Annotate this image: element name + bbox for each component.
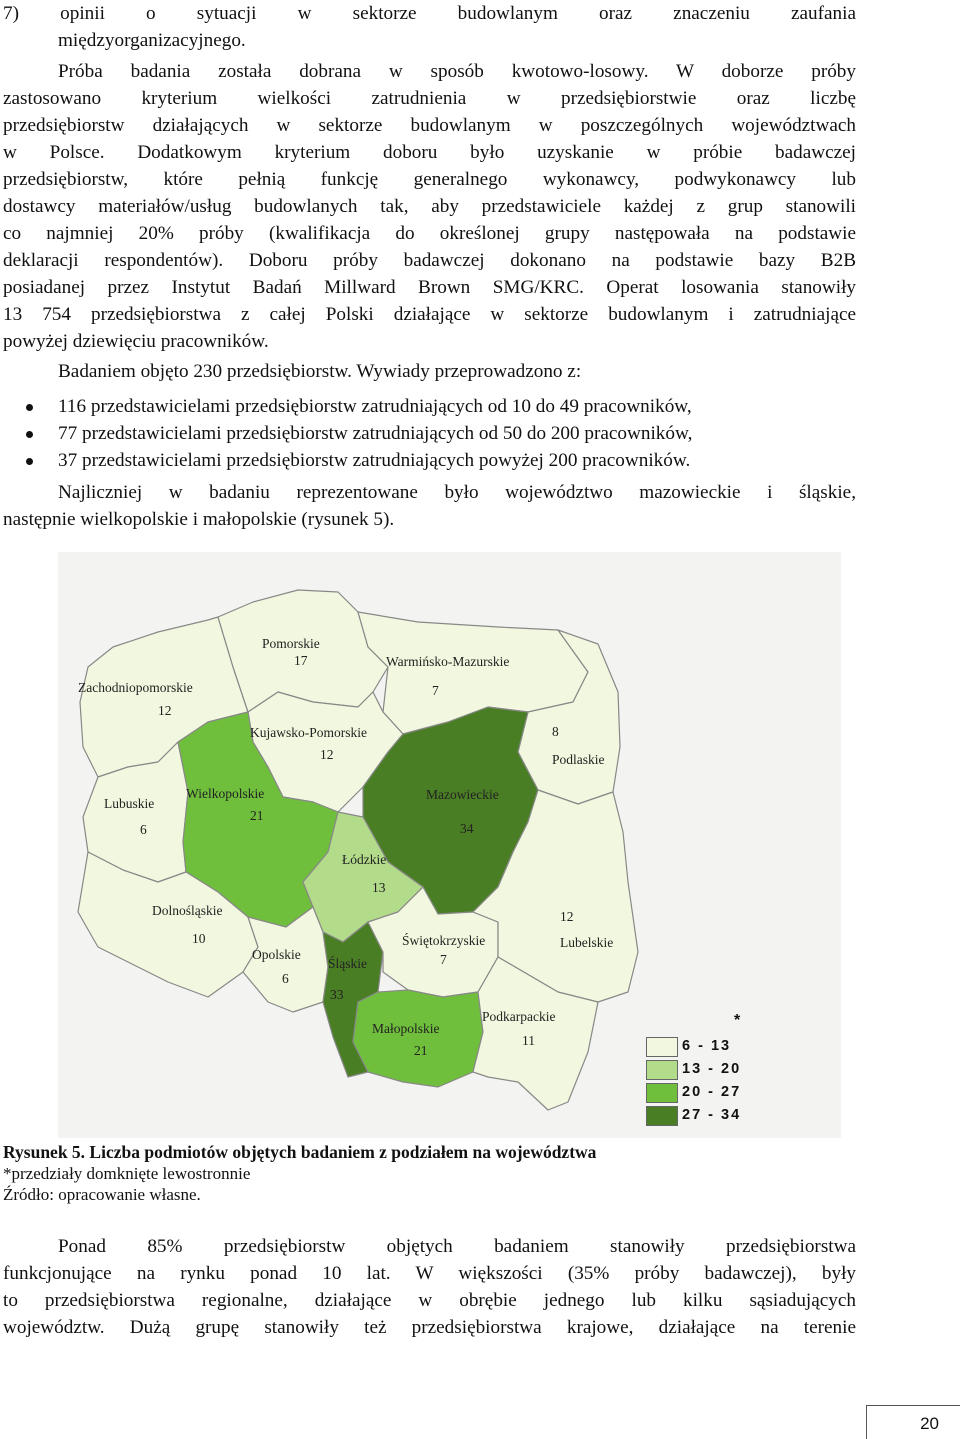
text-line: Próba badania została dobrana w sposób kwotowo-losowy. W doborze próby — [58, 61, 856, 82]
list-item-text: 77 przedstawicielami przedsiębiorstw zatrudniających od 50 do 200 pracowników, — [58, 423, 693, 444]
list-item — [0, 447, 860, 474]
value-malopolskie: 21 — [414, 1043, 428, 1058]
value-wielkopolskie: 21 — [250, 808, 264, 823]
text-line: w Polsce. Dodatkowym kryterium doboru było uzyskanie w próbie badawczej — [3, 142, 856, 163]
label-opolskie: Opolskie — [252, 947, 301, 962]
figure-source: Źródło: opracowanie własne. — [3, 1185, 201, 1204]
legend-swatch — [646, 1083, 678, 1103]
value-opolskie: 6 — [282, 971, 289, 986]
paragraph-market-tenure — [3, 1233, 856, 1341]
value-swietokrzyskie: 7 — [440, 952, 447, 967]
text-line: następnie wielkopolskie i małopolskie (rysunek 5). — [3, 509, 395, 530]
label-slaskie: Śląskie — [328, 956, 367, 971]
text-line: zastosowano kryterium wielkości zatrudnienia w przedsiębiorstwie oraz liczbę — [3, 88, 856, 109]
intro-line-1: 7) opinii o sytuacji w sektorze budowlanym oraz znaczeniu zaufania — [3, 3, 856, 24]
text-line: przedsiębiorstw działających w sektorze budowlanym w poszczególnych województwach — [3, 115, 856, 136]
region-malopolskie — [353, 990, 483, 1087]
legend-asterisk: * — [734, 1012, 741, 1029]
value-lodzkie: 13 — [372, 880, 386, 895]
value-lubelskie: 12 — [560, 909, 574, 924]
legend-swatch — [646, 1106, 678, 1126]
text-line: Ponad 85% przedsiębiorstw objętych badaniem stanowiły przedsiębiorstwa — [58, 1236, 856, 1257]
map-legend — [646, 1012, 836, 1132]
value-podkarpackie: 11 — [522, 1033, 535, 1048]
value-dolnoslaskie: 10 — [192, 931, 206, 946]
value-zachodniopomorskie: 12 — [158, 703, 172, 718]
legend-label: 20 - 27 — [682, 1084, 742, 1100]
text-line: deklaracji respondentów). Doboru próby badawczej dokonano na podstawie bazy B2B — [3, 250, 856, 271]
legend-swatch — [646, 1060, 678, 1080]
label-malopolskie: Małopolskie — [372, 1021, 440, 1036]
value-kujawsko-pomorskie: 12 — [320, 747, 334, 762]
text-line: posiadanej przez Instytut Badań Millward Brown SMG/KRC. Operat losowania stanowiły — [3, 277, 856, 298]
text-line: funkcjonujące na rynku ponad 10 lat. W większości (35% próby badawczej), były — [3, 1263, 856, 1284]
label-lubuskie: Lubuskie — [104, 796, 155, 811]
label-podlaskie: Podlaskie — [552, 752, 605, 767]
legend-label: 6 - 13 — [682, 1038, 732, 1054]
value-mazowieckie: 34 — [460, 821, 474, 836]
list-item-text: 37 przedstawicielami przedsiębiorstw zatrudniających powyżej 200 pracowników. — [58, 450, 691, 471]
bullet-icon — [26, 404, 33, 411]
intro-line-2: międzyorganizacyjnego. — [58, 30, 246, 51]
label-warminsko-mazurskie: Warmińsko-Mazurskie — [386, 654, 510, 669]
list-item — [0, 393, 860, 420]
legend-label: 27 - 34 — [682, 1107, 742, 1123]
label-zachodniopomorskie: Zachodniopomorskie — [78, 680, 193, 695]
label-lubelskie: Lubelskie — [560, 935, 614, 950]
list-item-7 — [3, 0, 856, 54]
interview-bullet-list — [0, 393, 860, 474]
label-kujawsko-pomorskie: Kujawsko-Pomorskie — [250, 725, 367, 740]
text-line: co najmniej 20% próby (kwalifikacja do określonej grupy następowała na podstawie — [3, 223, 856, 244]
list-item-text: 116 przedstawicielami przedsiębiorstw zatrudniających od 10 do 49 pracowników, — [58, 396, 692, 417]
label-podkarpackie: Podkarpackie — [482, 1009, 556, 1024]
text-line: powyżej dziewięciu pracowników. — [3, 331, 269, 352]
legend-swatch — [646, 1037, 678, 1057]
figure-caption — [3, 1142, 596, 1205]
value-lubuskie: 6 — [140, 822, 147, 837]
text-line: Najliczniej w badaniu reprezentowane było województwo mazowieckie i śląskie, — [58, 482, 856, 503]
text-line: to przedsiębiorstwa regionalne, działające w obrębie jednego lub kilku sąsiadujących — [3, 1290, 856, 1311]
figure-title: Rysunek 5. Liczba podmiotów objętych badaniem z podziałem na województwa — [3, 1142, 597, 1162]
page-number-box — [866, 1405, 960, 1439]
poland-voivodeship-map — [58, 552, 841, 1138]
text-line: Badaniem objęto 230 przedsiębiorstw. Wywiady przeprowadzono z: — [58, 361, 582, 382]
text-line: dostawcy materiałów/usług budowlanych tak, aby przedstawiciele każdej z grup stanowili — [3, 196, 856, 217]
label-mazowieckie: Mazowieckie — [426, 787, 499, 802]
legend-label: 13 - 20 — [682, 1061, 742, 1077]
value-podlaskie: 8 — [552, 724, 559, 739]
region-pomorskie — [218, 590, 388, 712]
list-item — [0, 420, 860, 447]
text-line: województw. Dużą grupę stanowiły też przedsiębiorstwa krajowe, działające na terenie — [3, 1317, 856, 1338]
paragraph-interviews — [3, 358, 856, 385]
page-number: 20 — [920, 1414, 939, 1433]
bullet-icon — [26, 431, 33, 438]
label-wielkopolskie: Wielkopolskie — [186, 786, 265, 801]
text-line: 13 754 przedsiębiorstwa z całej Polski działające w sektorze budowlanym i zatrudniające — [3, 304, 856, 325]
value-pomorskie: 17 — [294, 653, 308, 668]
value-warminsko-mazurskie: 7 — [432, 683, 439, 698]
bullet-icon — [26, 458, 33, 465]
paragraph-sampling — [3, 58, 856, 355]
label-pomorskie: Pomorskie — [262, 636, 320, 651]
paragraph-regions — [3, 479, 856, 533]
figure-note: *przedziały domknięte lewostronnie — [3, 1164, 251, 1183]
label-dolnoslaskie: Dolnośląskie — [152, 903, 223, 918]
label-lodzkie: Łódzkie — [342, 852, 387, 867]
label-swietokrzyskie: Świętokrzyskie — [402, 933, 486, 948]
value-slaskie: 33 — [330, 987, 344, 1002]
text-line: przedsiębiorstw, które pełnią funkcję generalnego wykonawcy, podwykonawcy lub — [3, 169, 856, 190]
